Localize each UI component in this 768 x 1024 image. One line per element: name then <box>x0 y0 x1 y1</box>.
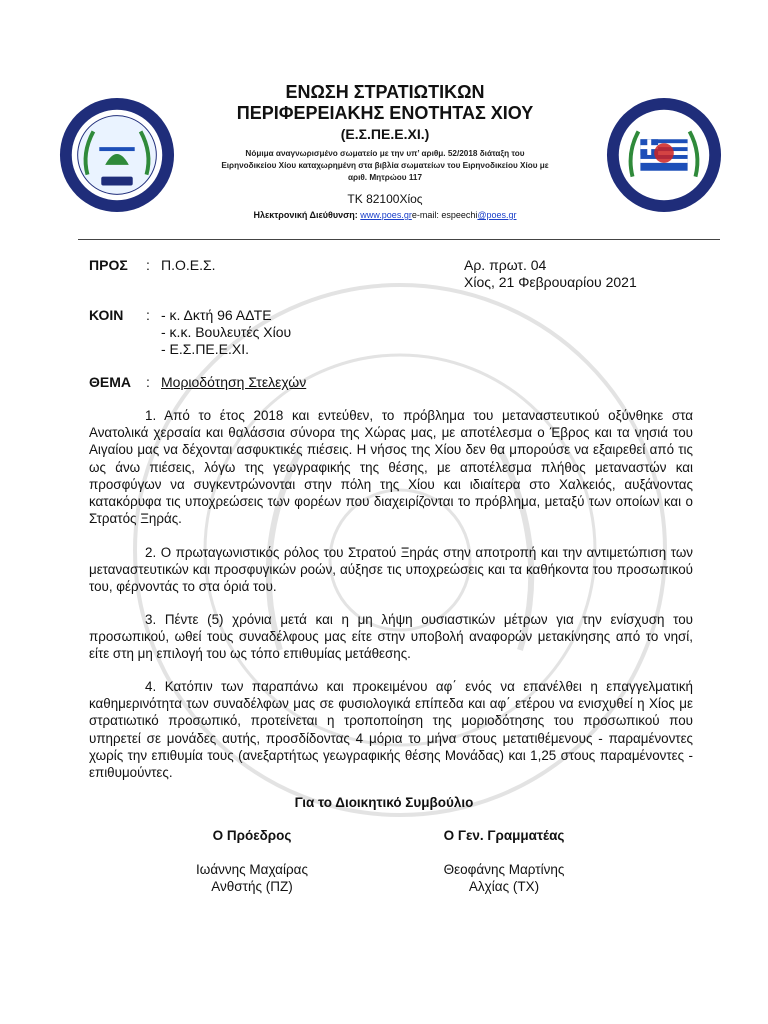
paragraph-number: 2. <box>145 545 157 560</box>
subject-value: Μοριοδότηση Στελεχών <box>161 374 307 390</box>
paragraph-text: Ο πρωταγωνιστικός ρόλος του Στρατού Ξηράς στην αποτροπή και την αντιμετώπιση των μεταναστευτικών και προσφυγικών ροών, αύξησε τις υποχρεώσεις και τα καθήκοντα του προσωπικού του, φέρνοντάς το στα όριά του. <box>89 545 693 595</box>
letterhead <box>0 0 768 240</box>
org-abbreviation: (Ε.Σ.ΠΕ.Ε.ΧΙ.) <box>340 126 430 142</box>
protocol-number: Αρ. πρωτ. 04 <box>464 257 547 273</box>
secretary-rank: Αλχίας (ΤΧ) <box>468 879 540 894</box>
subject-colon: : <box>146 374 150 390</box>
cc-item: - Ε.Σ.ΠΕ.Ε.ΧΙ. <box>161 341 250 357</box>
legal-line: Ειρηνοδικείου Χίου καταχωρημένη στα βιβλία σωματείων του Ειρηνοδικείου Χίου με <box>221 161 549 170</box>
paragraph-4 <box>89 678 693 781</box>
org-legal-notice <box>178 148 592 184</box>
board-title: Για το Διοικητικό Συμβούλιο <box>294 795 474 810</box>
legal-line: αριθ. Μητρώου 117 <box>347 173 423 182</box>
org-title-line1: ΕΝΩΣΗ ΣΤΡΑΤΙΩΤΙΚΩΝ <box>285 82 485 102</box>
cc-label: ΚΟΙΝ <box>89 307 124 323</box>
cc-item: - κ. Δκτή 96 ΑΔΤΕ <box>161 307 272 323</box>
signature-secretary <box>384 827 624 895</box>
president-role: Ο Πρόεδρος <box>212 828 292 843</box>
paragraph-number: 4. <box>145 679 157 694</box>
president-name: Ιωάννης Μαχαίρας <box>196 862 308 877</box>
subject-label: ΘΕΜΑ <box>89 374 131 390</box>
postal-address: ΤΚ 82100Χίος <box>347 192 423 206</box>
to-label: ΠΡΟΣ <box>89 257 128 273</box>
to-value: Π.Ο.Ε.Σ. <box>161 257 216 273</box>
cc-colon: : <box>146 307 150 323</box>
president-rank: Ανθστής (ΠΖ) <box>211 879 293 894</box>
to-colon: : <box>146 257 150 273</box>
cc-list <box>161 307 291 358</box>
paragraph-number: 1. <box>145 408 157 423</box>
contact-line <box>178 210 592 220</box>
paragraph-text: Από το έτος 2018 και εντεύθεν, το πρόβλημα του μεταναστευτικού οξύνθηκε στα Ανατολικά χερσαία και θαλάσσια σύνορα της Χώρας μας, με αποτέλεσμα ο Έβρος και τα νησιά του Αιγαίου μας να δέχονται ασφυκτικές πιέσεις. Η νήσος της Χίου δεν θα μπορούσε να εξαιρεθεί από τις ως άνω πιέσεις, λόγω της γεωγραφικής της θέσης, με αποτέλεσμα πλήθος μεταναστών και προσφύγων να συγκεντρώνονται στην πόλη της Χίου και ιδιαίτερα στο Χαλκειός, αυξάνοντας κατακόρυφα τις υποχρεώσεις των φορέων που διαχειρίζονται το πρόβλημα, μεταξύ των οποίων και ο Στρατός Ξηράς. <box>89 408 694 527</box>
email-prefix: Ηλεκτρονική Διεύθυνση: <box>253 210 358 220</box>
letter-date: Χίος, 21 Φεβρουαρίου 2021 <box>464 274 637 290</box>
email-domain-link[interactable]: @poes.gr <box>477 210 517 220</box>
legal-line: Νόμιμα αναγνωρισμένο σωματείο με την υπ’ αριθμ. 52/2018 διάταξη του <box>245 149 525 158</box>
organization-info <box>178 82 592 220</box>
paragraph-text: Πέντε (5) χρόνια μετά και η μη λήψη ουσιαστικών μέτρων για την ενίσχυση του προσωπικού, ωθεί τους συναδέλφους μας είτε στην υποβολή αναφορών μετακίνησης από το νησί, είτε στη μη επιλογή του ως τόπο επιθυμίας μετάθεσης. <box>89 612 693 662</box>
org-title-line2: ΠΕΡΙΦΕΡΕΙΑΚΗΣ ΕΝΟΤΗΤΑΣ ΧΙΟΥ <box>236 103 534 123</box>
poes-logo-icon <box>605 96 723 214</box>
header-divider <box>78 239 720 240</box>
espeexi-logo-icon <box>58 96 176 214</box>
secretary-name: Θεοφάνης Μαρτίνης <box>443 862 565 877</box>
cc-item: - κ.κ. Βουλευτές Χίου <box>161 324 292 340</box>
website-link[interactable]: www.poes.gr <box>360 210 412 220</box>
paragraph-2 <box>89 544 693 596</box>
signature-president <box>132 827 372 895</box>
paragraph-3 <box>89 611 693 663</box>
paragraph-1 <box>89 407 693 527</box>
email-label: e-mail: espeechi <box>411 210 478 220</box>
paragraph-text: Κατόπιν των παραπάνω και προκειμένου αφ΄ ενός να επανέλθει η επαγγελματική καθημερινότητα των συναδέλφων μας σε φυσιολογικά επίπεδα και αφ΄ ετέρου να ενισχυθεί η Χίος με στρατιωτικό προσωπικό, προτείνεται η τροποποίηση της μοριοδότησης του προσωπικού που υπηρετεί σε μονάδες αυτής, προσδίδοντας 4 μόρια το μήνα στους μετατιθέμενους - παραμένοντες χωρίς την επιθυμία τους (ανεξαρτήτως γεωγραφικής θέσης Μονάδας) και 1,25 στους παραμένοντες - επιθυμούντες. <box>89 679 693 781</box>
secretary-role: Ο Γεν. Γραμματέας <box>443 828 565 843</box>
paragraph-number: 3. <box>145 612 157 627</box>
